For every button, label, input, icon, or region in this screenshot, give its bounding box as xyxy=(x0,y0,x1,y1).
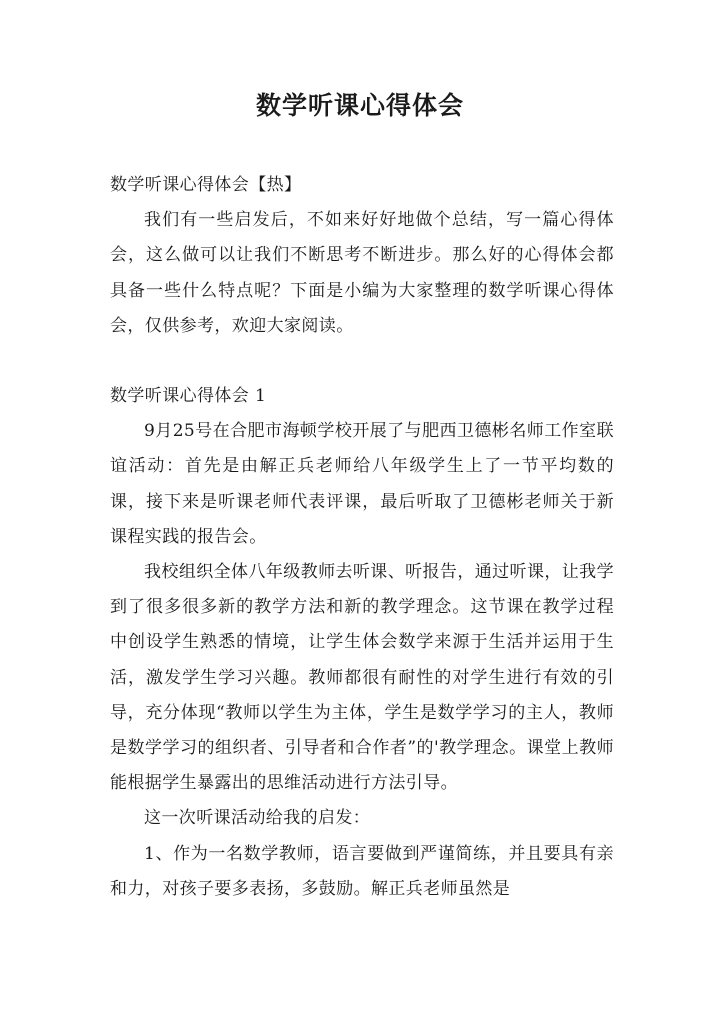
body-paragraph: 我校组织全体八年级教师去听课、听报告，通过听课，让我学到了很多很多新的教学方法和新的教学理念。这节课在教学过程中创设学生熟悉的情境，让学生体会数学来源于生活并运用于生活，激发学生学习兴趣。教师都很有耐性的对学生进行有效的引导，充分体现“教师以学生为主体，学生是数学学习的主人，教师是数学学习的组织者、引导者和合作者”的'教学理念。课堂上教师能根据学生暴露出的思维活动进行方法引导。 xyxy=(110,562,614,794)
document-subtitle: 数学听课心得体会【热】 xyxy=(110,175,302,195)
intro-paragraph: 我们有一些启发后，不如来好好地做个总结，写一篇心得体会，这么做可以让我们不断思考不断进步。那么好的心得体会都具备一些什么特点呢？下面是小编为大家整理的数学听课心得体会，仅供参考，欢迎大家阅读。 xyxy=(110,210,614,336)
section-heading: 数学听课心得体会 1 xyxy=(110,386,267,407)
document-title: 数学听课心得体会 xyxy=(255,91,464,120)
section-spacer xyxy=(110,344,614,379)
body-paragraph: 1、作为一名数学教师，语言要做到严谨简练，并且要具有亲和力，对孩子要多表扬，多鼓励。解正兵老师虽然是 xyxy=(110,843,614,899)
body-paragraph: 9月25号在合肥市海顿学校开展了与肥西卫德彬名师工作室联谊活动：首先是由解正兵老师给八年级学生上了一节平均数的课，接下来是听课老师代表评课，最后听取了卫德彬老师关于新课程实践的报告会。 xyxy=(110,421,614,547)
document-body xyxy=(110,168,614,907)
body-paragraph: 这一次听课活动给我的启发： xyxy=(144,808,371,829)
